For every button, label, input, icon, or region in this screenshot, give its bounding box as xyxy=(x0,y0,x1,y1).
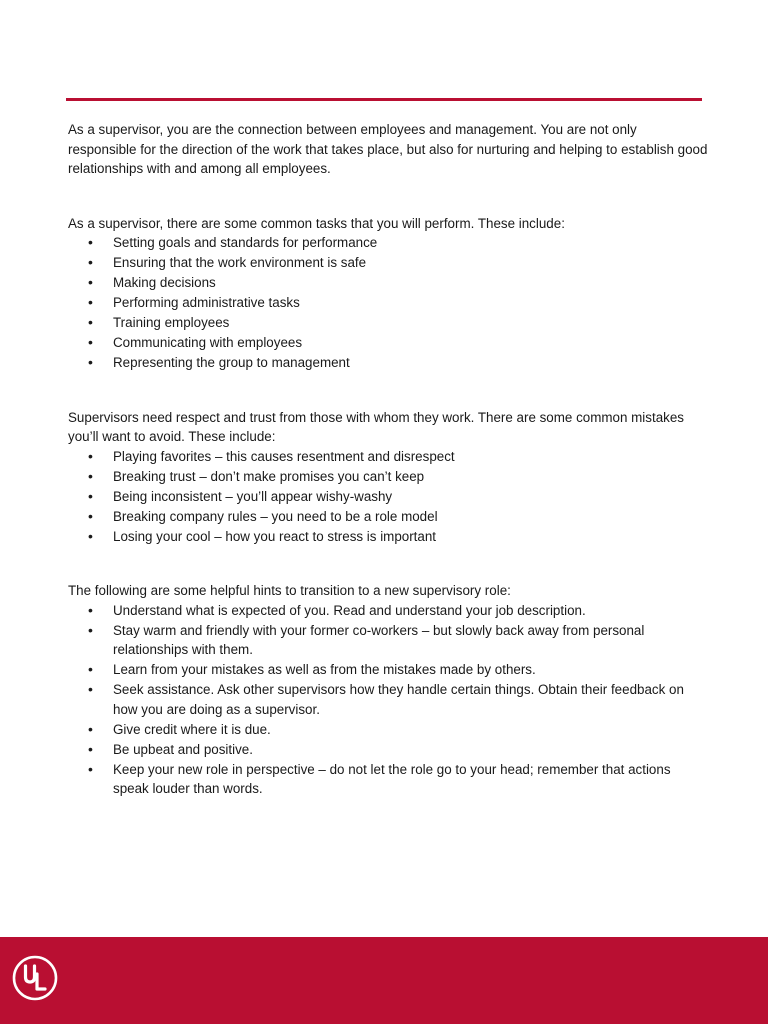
tasks-section xyxy=(68,214,708,373)
list-item: • Setting goals and standards for performance xyxy=(68,233,708,253)
document-body xyxy=(68,120,708,799)
list-item: • Breaking trust – don’t make promises you can’t keep xyxy=(68,467,708,487)
list-item: • Playing favorites – this causes resentment and disrespect xyxy=(68,447,708,467)
list-item: • Stay warm and friendly with your former co-workers – but slowly back away from personal relationships with them. xyxy=(68,621,708,660)
list-item: • Breaking company rules – you need to be a role model xyxy=(68,507,708,527)
list-item: • Performing administrative tasks xyxy=(68,293,708,313)
hints-lead: The following are some helpful hints to transition to a new supervisory role: xyxy=(68,583,511,598)
footer-band xyxy=(0,937,768,1024)
mistakes-list xyxy=(68,447,708,547)
list-item: • Making decisions xyxy=(68,273,708,293)
intro-paragraph: As a supervisor, you are the connection between employees and management. You are not only responsible for the direction of the work that takes place, but also for nurturing and helping to establish good relationships with and among all employees. xyxy=(68,122,708,176)
list-item: • Learn from your mistakes as well as from the mistakes made by others. xyxy=(68,660,708,680)
ul-logo-icon xyxy=(12,955,58,1001)
list-item: • Training employees xyxy=(68,313,708,333)
list-item: • Give credit where it is due. xyxy=(68,720,708,740)
tasks-lead: As a supervisor, there are some common tasks that you will perform. These include: xyxy=(68,215,565,231)
hints-list xyxy=(68,601,708,799)
mistakes-lead: Supervisors need respect and trust from those with whom they work. There are some common mistakes you’ll want to avoid. These include: xyxy=(68,409,684,444)
tasks-list xyxy=(68,233,708,373)
list-item: • Being inconsistent – you’ll appear wishy-washy xyxy=(68,487,708,507)
mistakes-section xyxy=(68,408,708,547)
list-item: • Keep your new role in perspective – do not let the role go to your head; remember that actions speak louder than words. xyxy=(68,760,708,799)
header-rule xyxy=(66,98,702,101)
hints-section xyxy=(68,581,708,799)
list-item: • Representing the group to management xyxy=(68,353,708,373)
list-item: • Be upbeat and positive. xyxy=(68,740,708,760)
list-item: • Understand what is expected of you. Read and understand your job description. xyxy=(68,601,708,621)
list-item: • Communicating with employees xyxy=(68,333,708,353)
list-item: • Seek assistance. Ask other supervisors how they handle certain things. Obtain their feedback on how you are doing as a supervisor. xyxy=(68,680,708,719)
list-item: • Losing your cool – how you react to stress is important xyxy=(68,527,708,547)
list-item: • Ensuring that the work environment is safe xyxy=(68,253,708,273)
